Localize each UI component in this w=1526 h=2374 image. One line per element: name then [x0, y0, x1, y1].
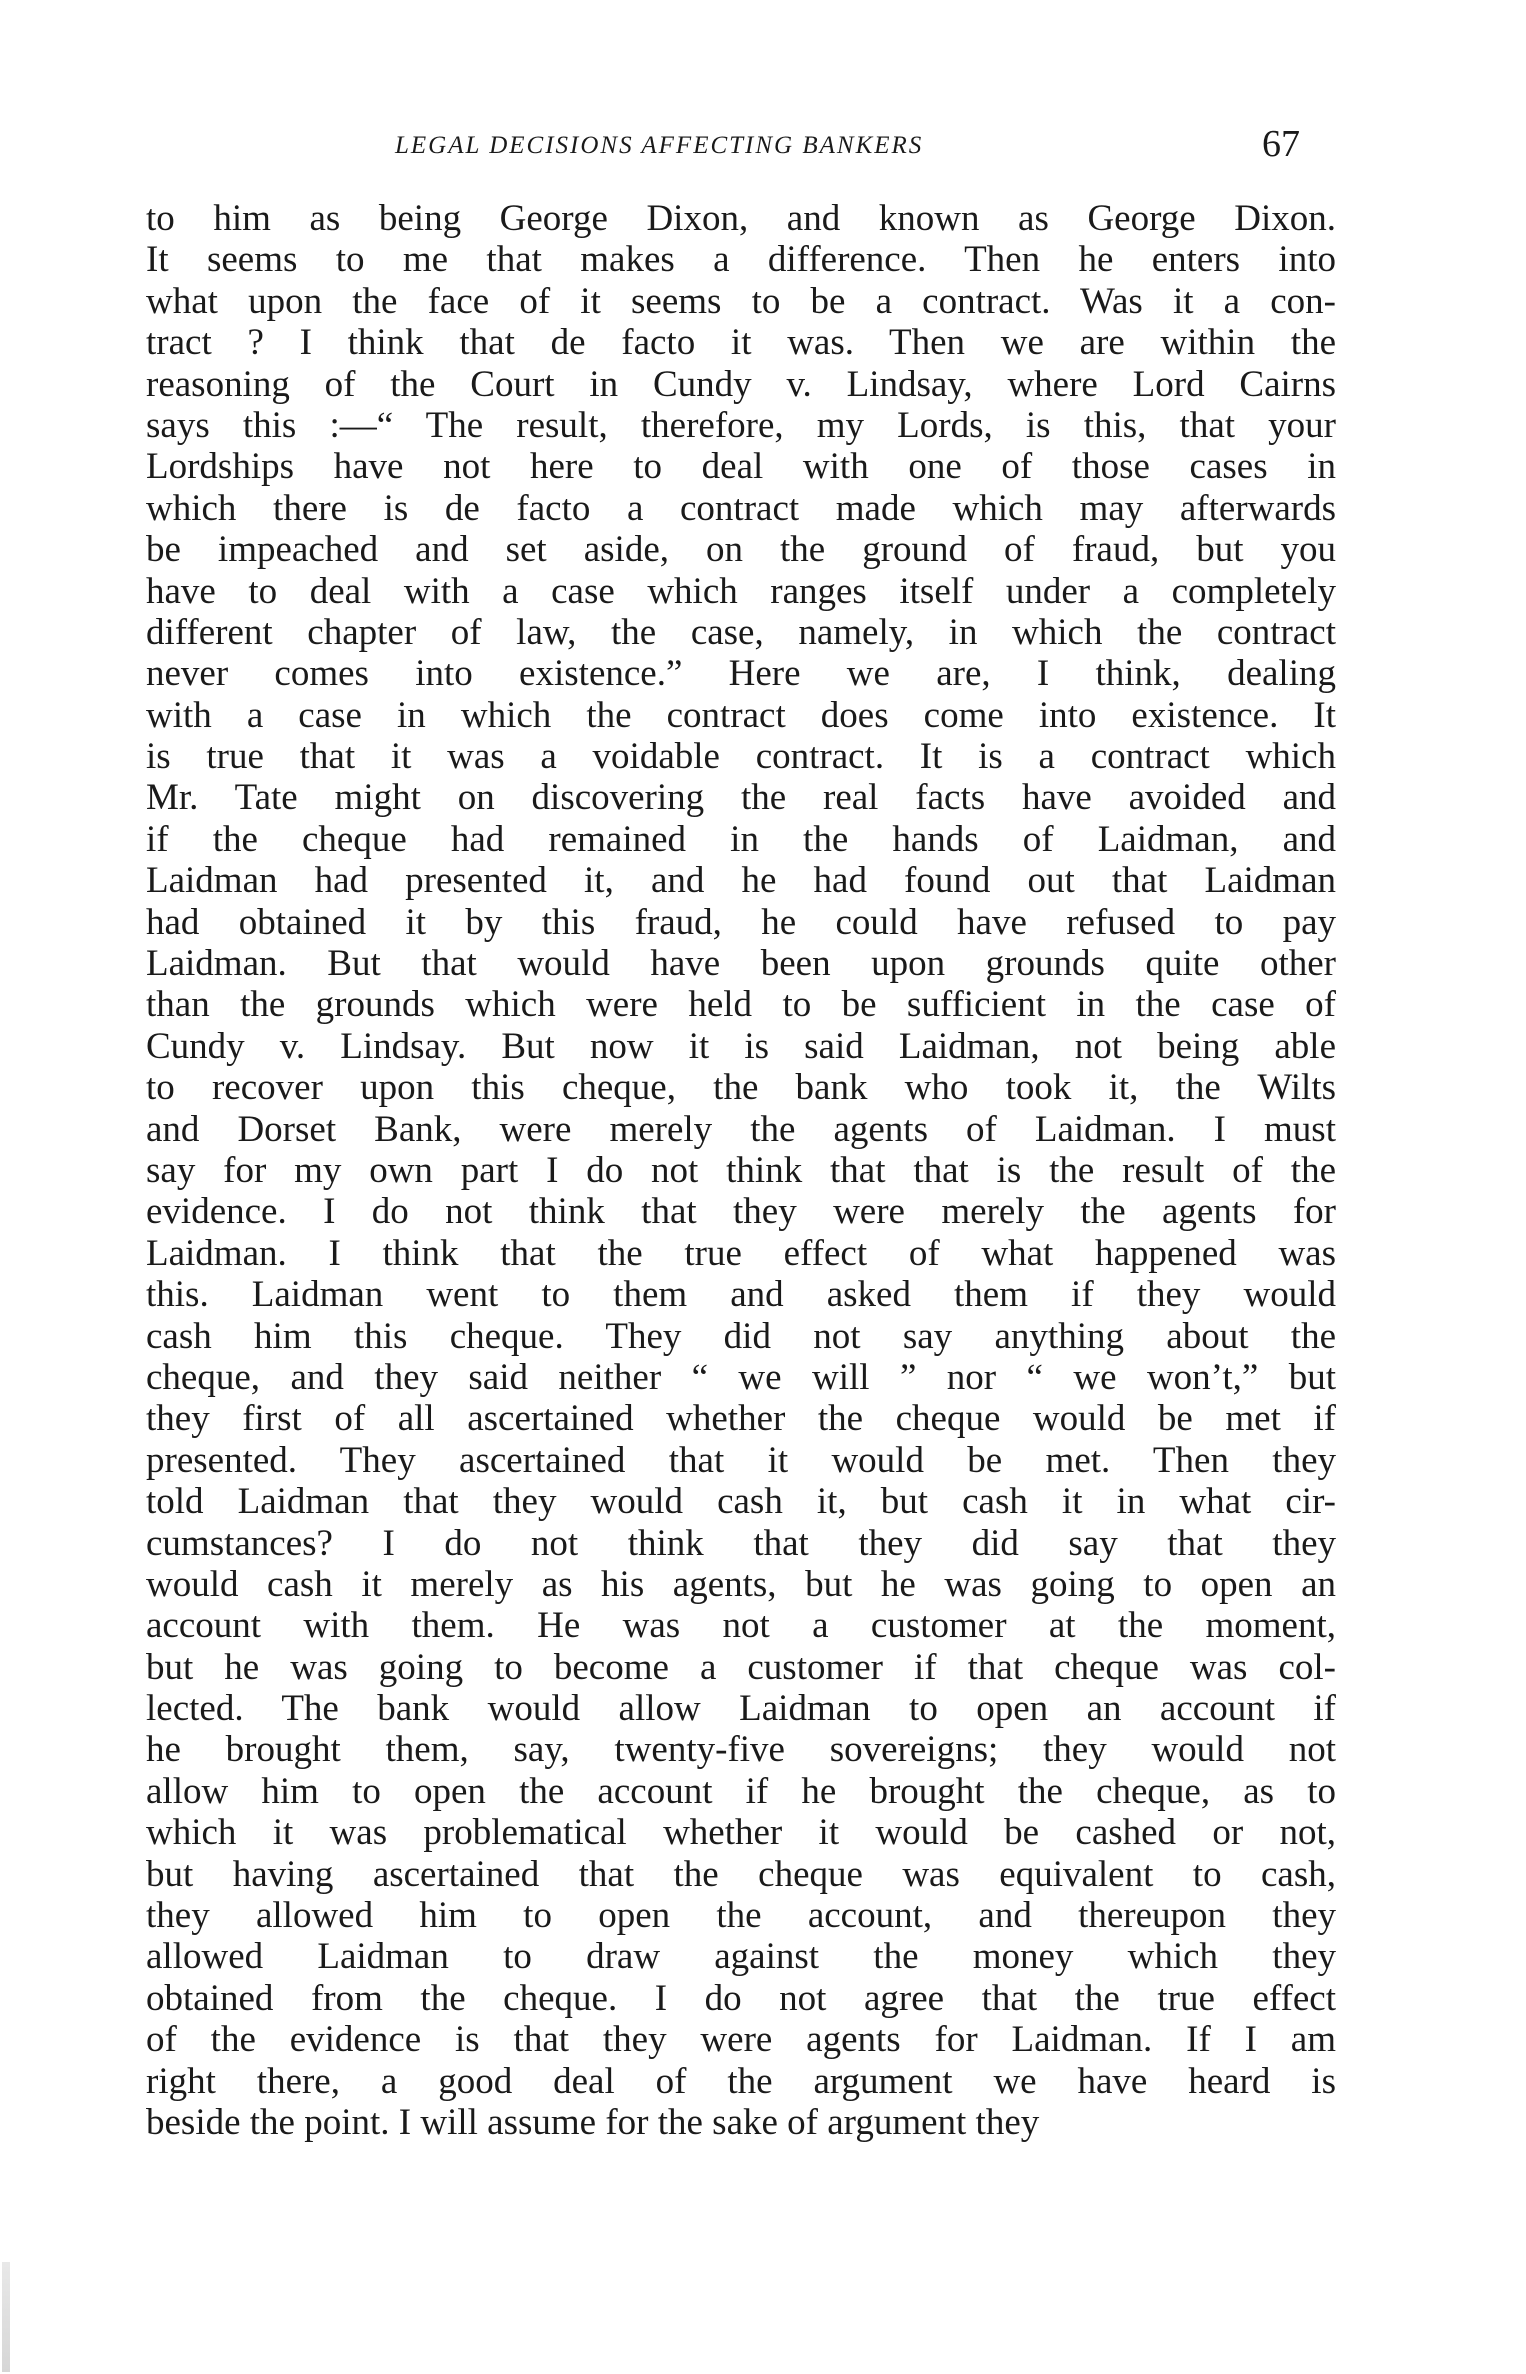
text-line: Mr. Tate might on discovering the real facts have avoided and	[146, 777, 1336, 819]
text-line: this. Laidman went to them and asked them if they would	[146, 1274, 1336, 1316]
text-line: than the grounds which were held to be sufficient in the case of	[146, 984, 1336, 1026]
text-line: cash him this cheque. They did not say anything about the	[146, 1315, 1336, 1357]
running-head: LEGAL DECISIONS AFFECTING BANKERS	[395, 132, 924, 159]
text-line: different chapter of law, the case, namely, in which the contract	[146, 611, 1336, 653]
text-line: never comes into existence.” Here we are, I think, dealing	[146, 653, 1336, 695]
text-line: cheque, and they said neither “ we will ” nor “ we won’t,” but	[146, 1356, 1336, 1398]
text-line: they first of all ascertained whether the cheque would be met if	[146, 1398, 1336, 1440]
text-line: they allowed him to open the account, and thereupon they	[146, 1895, 1336, 1937]
text-line: to recover upon this cheque, the bank who took it, the Wilts	[146, 1067, 1336, 1109]
text-line: and Dorset Bank, were merely the agents of Laidman. I must	[146, 1108, 1336, 1150]
text-line: tract ? I think that de facto it was. Then we are within the	[146, 322, 1336, 364]
text-line: had obtained it by this fraud, he could have refused to pay	[146, 901, 1336, 943]
text-line: would cash it merely as his agents, but he was going to open an	[146, 1563, 1336, 1605]
text-line: It seems to me that makes a difference. Then he enters into	[146, 239, 1336, 281]
text-line: Laidman. But that would have been upon grounds quite other	[146, 943, 1336, 985]
text-line: Lordships have not here to deal with one of those cases in	[146, 446, 1336, 488]
text-line: Cundy v. Lindsay. But now it is said Laidman, not being able	[146, 1025, 1336, 1067]
text-line: which there is de facto a contract made which may afterwards	[146, 487, 1336, 529]
text-line: of the evidence is that they were agents for Laidman. If I am	[146, 2019, 1336, 2061]
text-line: is true that it was a voidable contract. It is a contract which	[146, 736, 1336, 778]
text-line: allow him to open the account if he brought the cheque, as to	[146, 1770, 1336, 1812]
text-line: evidence. I do not think that they were merely the agents for	[146, 1191, 1336, 1233]
text-line: told Laidman that they would cash it, but cash it in what cir-	[146, 1481, 1336, 1523]
text-line: Laidman. I think that the true effect of what happened was	[146, 1232, 1336, 1274]
text-line: reasoning of the Court in Cundy v. Lindsay, where Lord Cairns	[146, 363, 1336, 405]
text-line: lected. The bank would allow Laidman to open an account if	[146, 1688, 1336, 1730]
text-line: but he was going to become a customer if that cheque was col-	[146, 1646, 1336, 1688]
text-line: obtained from the cheque. I do not agree that the true effect	[146, 1977, 1336, 2019]
text-line: account with them. He was not a customer at the moment,	[146, 1605, 1336, 1647]
text-line: say for my own part I do not think that that is the result of the	[146, 1149, 1336, 1191]
text-line: he brought them, say, twenty-five sovereigns; they would not	[146, 1729, 1336, 1771]
body-text	[146, 198, 1336, 2143]
scan-edge-mark	[2, 2262, 10, 2372]
text-line: which it was problematical whether it would be cashed or not,	[146, 1812, 1336, 1854]
text-line: cumstances? I do not think that they did say that they	[146, 1522, 1336, 1564]
text-line: presented. They ascertained that it would be met. Then they	[146, 1439, 1336, 1481]
text-line: says this :—“ The result, therefore, my Lords, is this, that your	[146, 404, 1336, 446]
text-line: beside the point. I will assume for the sake of argument they	[146, 2101, 1040, 2143]
text-line: but having ascertained that the cheque was equivalent to cash,	[146, 1853, 1336, 1895]
text-line: have to deal with a case which ranges itself under a completely	[146, 570, 1336, 612]
text-line: what upon the face of it seems to be a contract. Was it a con-	[146, 280, 1336, 322]
text-line: Laidman had presented it, and he had found out that Laidman	[146, 860, 1336, 902]
text-line: to him as being George Dixon, and known as George Dixon.	[146, 198, 1336, 239]
text-line: be impeached and set aside, on the ground of fraud, but you	[146, 529, 1336, 571]
text-line: if the cheque had remained in the hands of Laidman, and	[146, 818, 1336, 860]
text-line: with a case in which the contract does come into existence. It	[146, 694, 1336, 736]
text-line: right there, a good deal of the argument we have heard is	[146, 2060, 1336, 2102]
page-number: 67	[1262, 123, 1300, 165]
text-line: allowed Laidman to draw against the money which they	[146, 1936, 1336, 1978]
